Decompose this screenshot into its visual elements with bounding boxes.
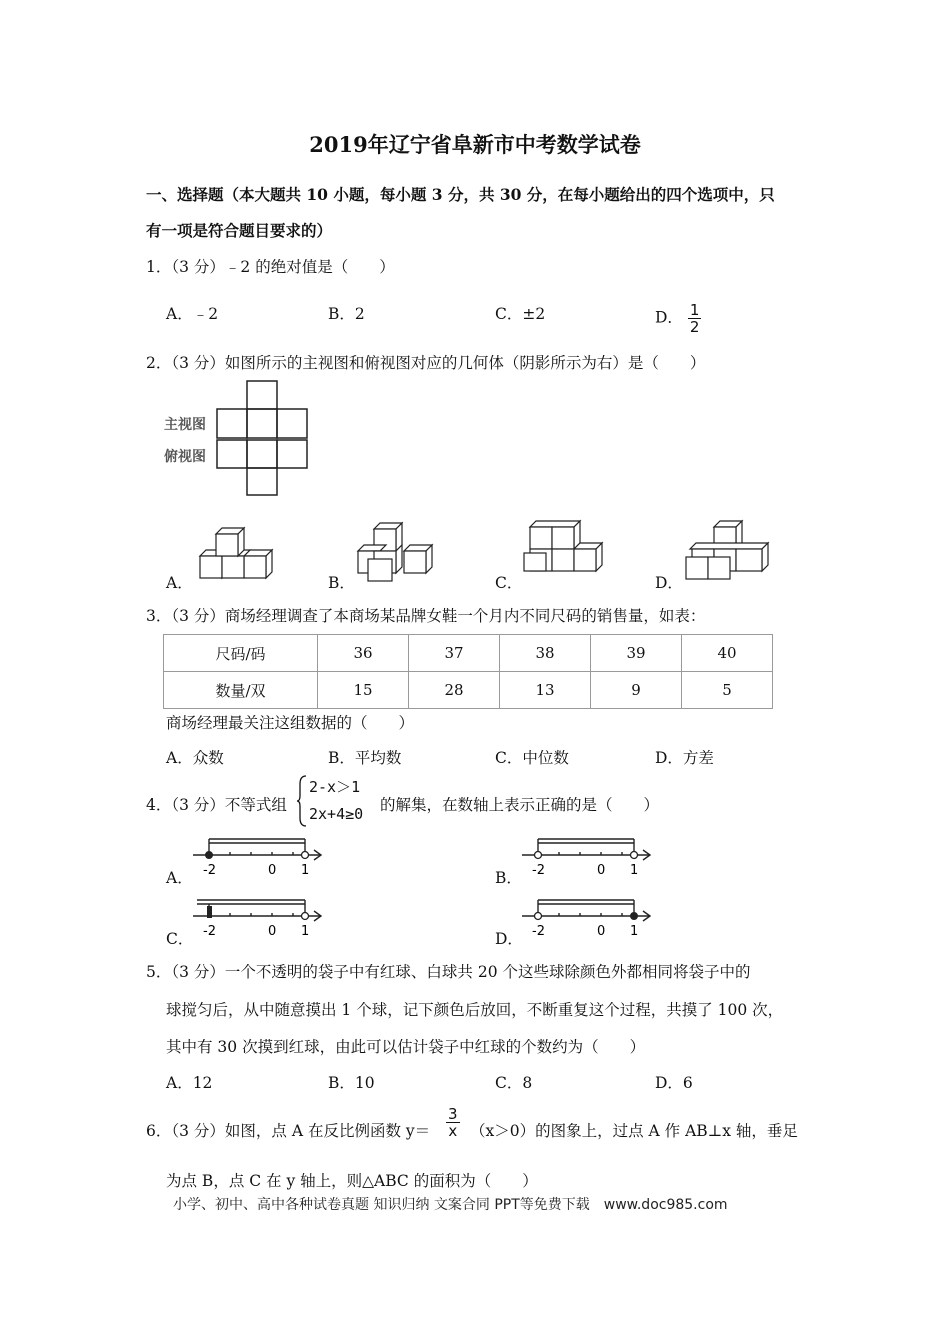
q6-fraction xyxy=(446,1106,460,1139)
views-figure xyxy=(210,378,310,498)
q5-option-c: C．8 xyxy=(495,1074,533,1092)
q1-option-b: B．2 xyxy=(328,305,365,323)
tick-label-1: 1 xyxy=(301,924,310,939)
q3-option-d: D．方差 xyxy=(655,749,714,767)
tick-label-neg2: -2 xyxy=(203,924,216,939)
system-brace xyxy=(297,774,307,828)
table-row xyxy=(164,672,773,709)
q3-option-c: C．中位数 xyxy=(495,749,569,767)
q5-line3: 其中有 30 次摸到红球，由此可以估计袋子中红球的个数约为（ ） xyxy=(166,1038,646,1056)
number-line-c xyxy=(193,891,329,939)
q5-option-a: A．12 xyxy=(166,1074,213,1092)
tick-label-0: 0 xyxy=(597,924,606,939)
q2-figure-a xyxy=(188,522,298,584)
page-title: 2019年辽宁省阜新市中考数学试卷 xyxy=(309,132,641,157)
tick-label-0: 0 xyxy=(597,863,606,878)
number-line-a xyxy=(193,830,329,878)
table-cell: 9 xyxy=(591,672,682,709)
system-line-2: 2x+4≥0 xyxy=(309,805,364,823)
table-cell: 40 xyxy=(682,635,773,672)
table-cell: 28 xyxy=(409,672,500,709)
q1-option-d xyxy=(655,302,701,335)
table-cell: 36 xyxy=(318,635,409,672)
q6-fraction-den: x xyxy=(448,1122,458,1140)
table-cell: 5 xyxy=(682,672,773,709)
q5-line1: 5．（3 分）一个不透明的袋子中有红球、白球共 20 个这些球除颜色外都相同将袋子中的 xyxy=(146,963,751,981)
q1-fraction-num: 1 xyxy=(689,301,700,319)
q2-figure-d xyxy=(676,515,776,585)
section-heading-line1: 一、选择题（本大题共 10 小题，每小题 3 分，共 30 分，在每小题给出的四个选项中，只 xyxy=(146,185,775,204)
table-cell: 15 xyxy=(318,672,409,709)
q6-fraction-num: 3 xyxy=(448,1105,458,1123)
table-row xyxy=(164,635,773,672)
tick-label-0: 0 xyxy=(268,863,277,878)
section-heading-line2: 有一项是符合题目要求的） xyxy=(146,221,333,240)
tick-label-1: 1 xyxy=(630,924,639,939)
q5-option-d: D．6 xyxy=(655,1074,693,1092)
q2-option-d: D． xyxy=(655,574,683,592)
tick-label-neg2: -2 xyxy=(532,863,545,878)
q4-option-c: C． xyxy=(166,930,194,948)
q3-option-a: A．众数 xyxy=(166,749,224,767)
q4-option-a: A． xyxy=(166,869,193,887)
q6-fraction-box xyxy=(446,1106,460,1139)
tick-label-0: 0 xyxy=(268,924,277,939)
q3-stem: 3．（3 分）商场经理调查了本商场某品牌女鞋一个月内不同尺码的销售量，如表： xyxy=(146,607,706,625)
q1-stem: 1．（3 分）﹣2 的绝对值是（ ） xyxy=(146,258,395,276)
tick-label-neg2: -2 xyxy=(532,924,545,939)
q2-figure-c xyxy=(520,515,610,577)
q2-figure-b xyxy=(350,515,440,585)
q2-stem: 2．（3 分）如图所示的主视图和俯视图对应的几何体（阴影所示为右）是（ ） xyxy=(146,354,706,372)
top-view-label: 俯视图 xyxy=(164,449,206,465)
table-cell: 数量/双 xyxy=(164,672,318,709)
q1-option-d-fraction xyxy=(688,302,702,335)
table-cell: 37 xyxy=(409,635,500,672)
q4-option-b: B． xyxy=(495,869,522,887)
q1-option-c: C．±2 xyxy=(495,305,546,323)
tick-label-neg2: -2 xyxy=(203,863,216,878)
system-line-1: 2-x＞1 xyxy=(309,778,361,796)
q6-stem-after: （x＞0）的图象上，过点 A 作 AB⊥x 轴，垂足 xyxy=(470,1122,798,1140)
q1-option-d-label: D． xyxy=(655,308,683,327)
q4-option-d: D． xyxy=(495,930,523,948)
q4-stem-before: 4．（3 分）不等式组 xyxy=(146,796,287,814)
q4-stem-after: 的解集，在数轴上表示正确的是（ ） xyxy=(380,796,660,814)
size-sales-table xyxy=(163,634,773,709)
q2-option-c: C． xyxy=(495,574,523,592)
q1-fraction-den: 2 xyxy=(689,318,700,336)
tick-label-1: 1 xyxy=(301,863,310,878)
q5-option-b: B．10 xyxy=(328,1074,375,1092)
footer-text: 小学、初中、高中各种试卷真题 知识归纳 文案合同 PPT等免费下载 www.doc985.com xyxy=(173,1197,728,1213)
q3-option-b: B．平均数 xyxy=(328,749,402,767)
front-view-label: 主视图 xyxy=(164,417,206,433)
q2-option-a: A． xyxy=(166,574,193,592)
q3-followup: 商场经理最关注这组数据的（ ） xyxy=(166,714,415,732)
table-cell: 38 xyxy=(500,635,591,672)
table-cell: 13 xyxy=(500,672,591,709)
number-line-b xyxy=(522,830,658,878)
q2-option-b: B． xyxy=(328,574,355,592)
tick-label-1: 1 xyxy=(630,863,639,878)
table-cell: 39 xyxy=(591,635,682,672)
q6-line2: 为点 B，点 C 在 y 轴上，则△ABC 的面积为（ ） xyxy=(166,1172,538,1190)
number-line-d xyxy=(522,891,658,939)
q6-stem-before: 6．（3 分）如图，点 A 在反比例函数 y＝ xyxy=(146,1122,431,1140)
q5-line2: 球搅匀后，从中随意摸出 1 个球，记下颜色后放回，不断重复这个过程，共摸了 100 次， xyxy=(166,1001,784,1019)
table-cell: 尺码/码 xyxy=(164,635,318,672)
q1-option-a: A．﹣2 xyxy=(166,305,219,323)
